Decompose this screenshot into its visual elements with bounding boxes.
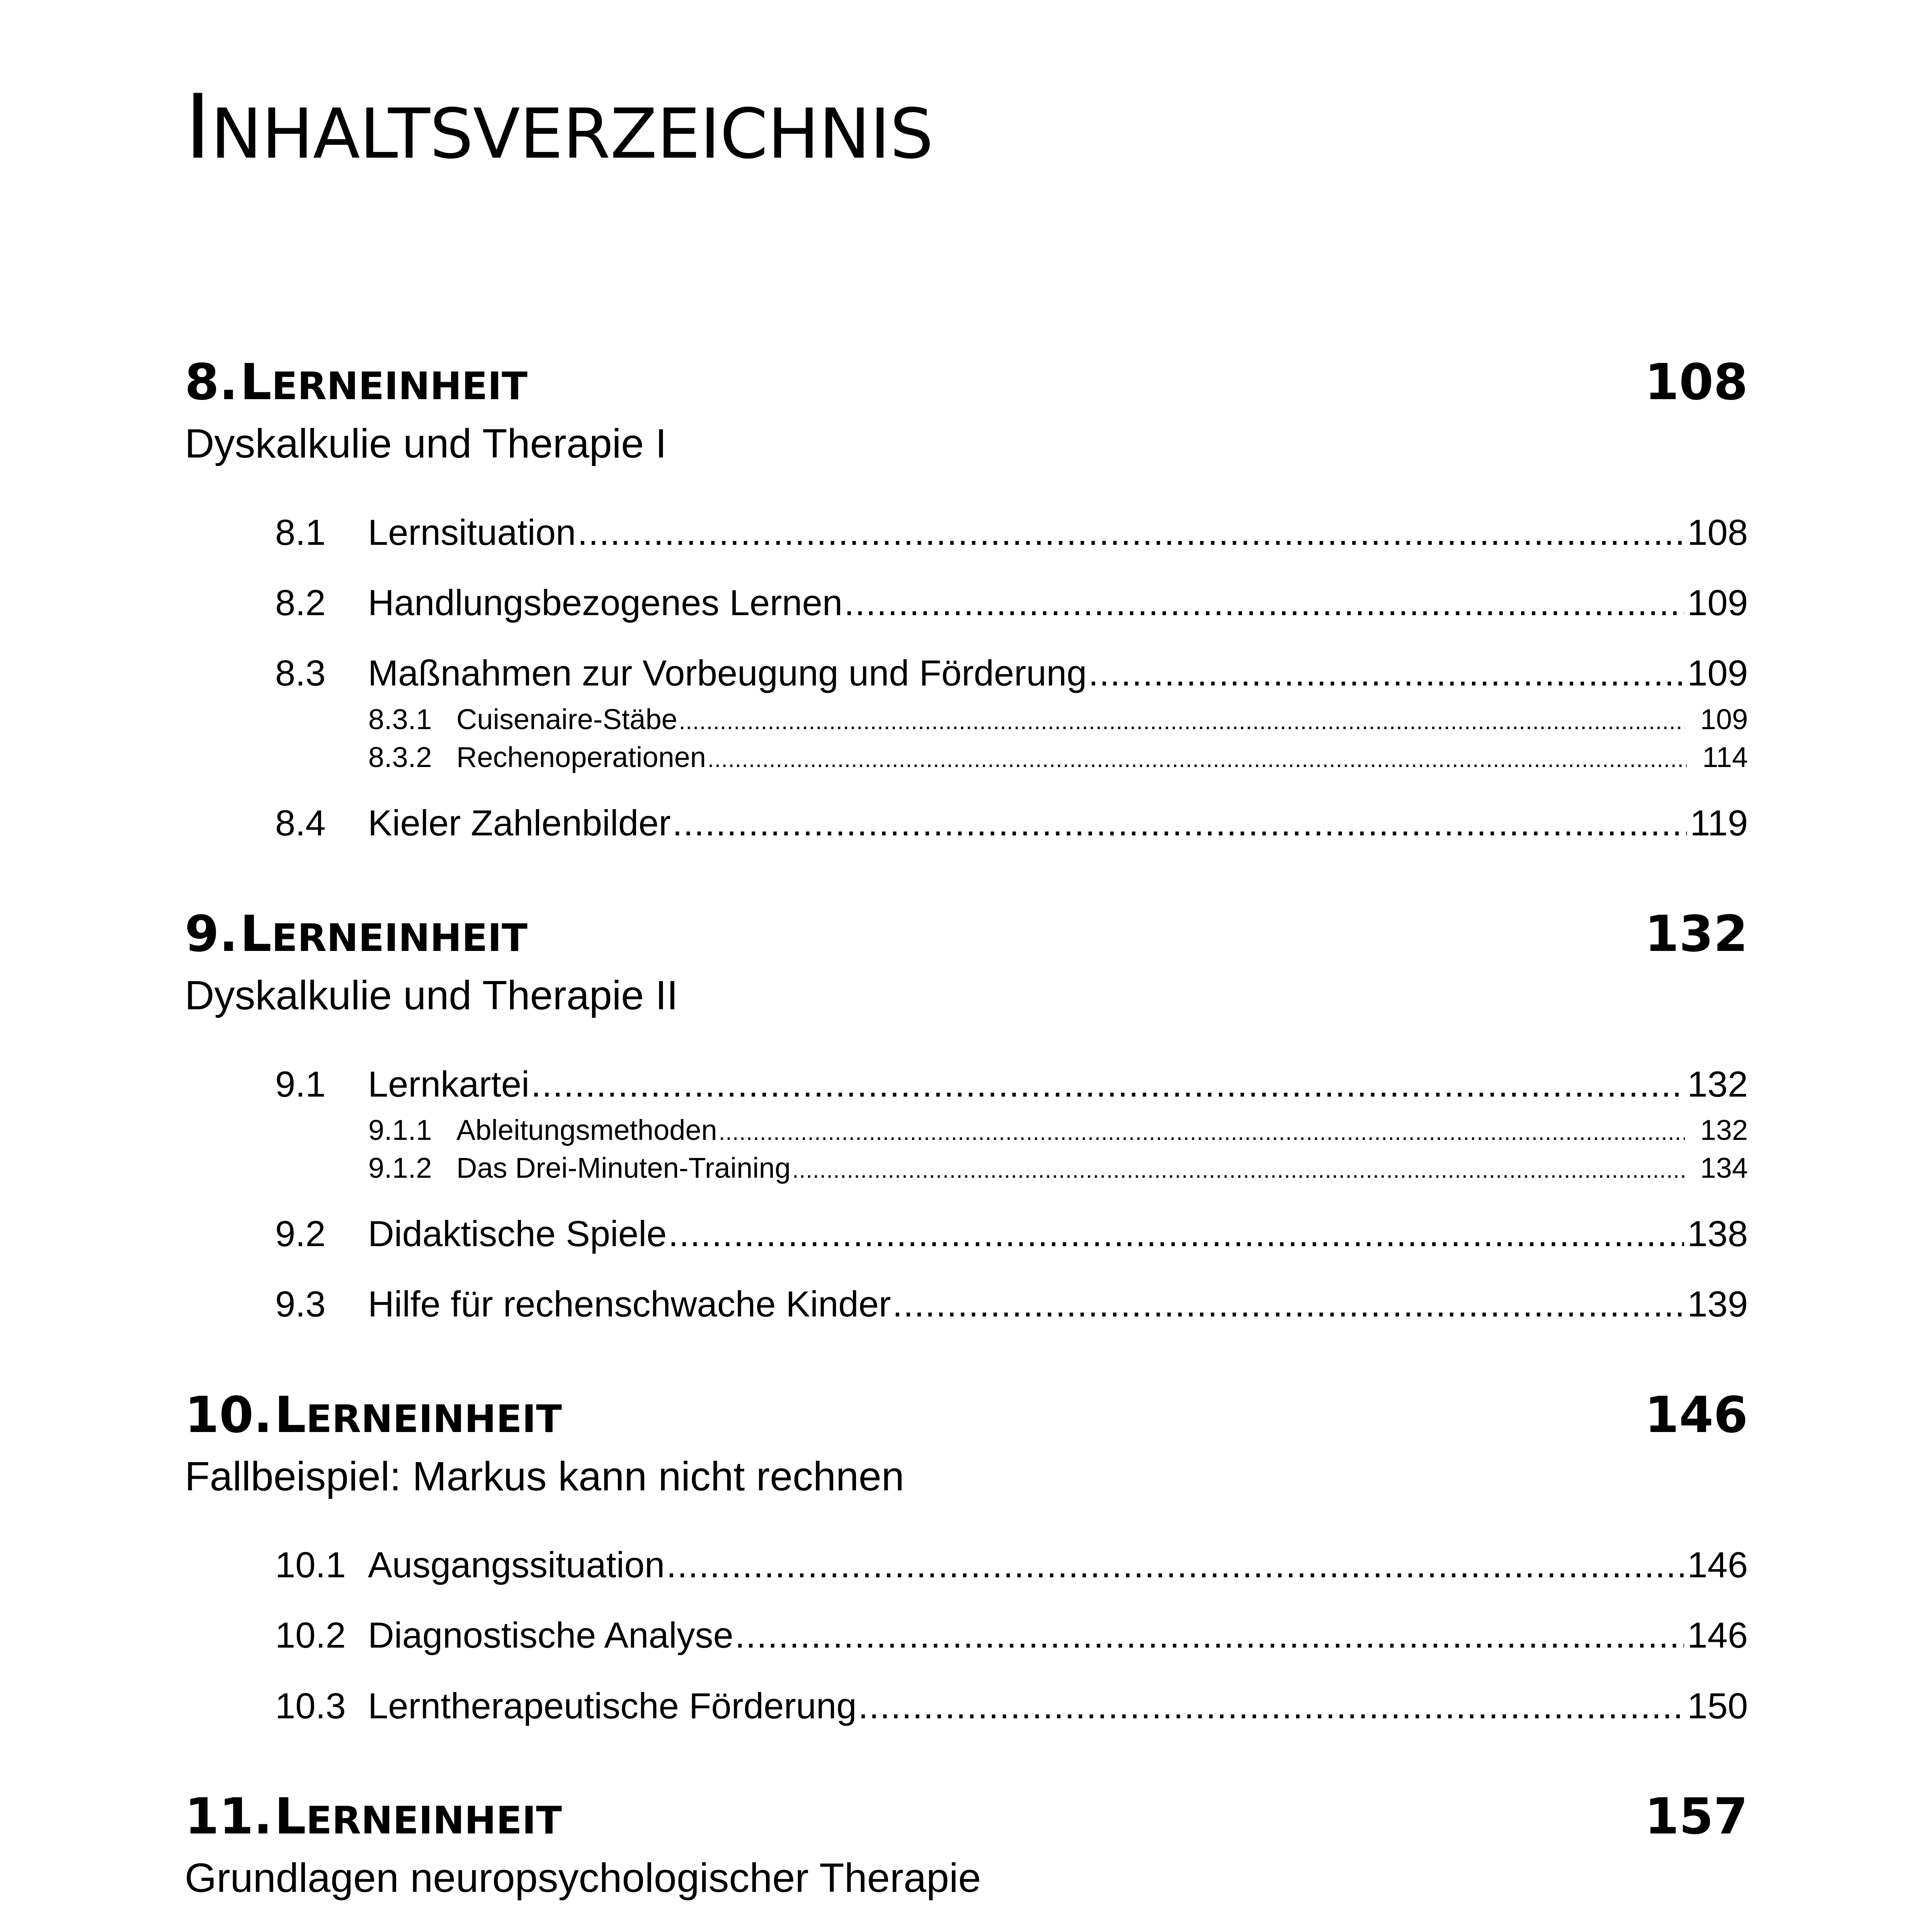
page-title: INHALTSVERZEICHNIS — [185, 76, 933, 179]
section-subtitle: Dyskalkulie und Therapie I — [185, 421, 667, 466]
toc-entry[interactable]: 10.2 Diagnostische Analyse ..... 146 — [275, 1612, 1748, 1658]
section-page-number: 132 — [1644, 905, 1748, 963]
toc-entry[interactable]: 9.2 Didaktische Spiele ..... 138 — [275, 1211, 1748, 1257]
section-subtitle: Grundlagen neuropsychologischer Therapie — [185, 1855, 981, 1901]
toc-entry[interactable]: 8.2 Handlungsbezogenes Lernen ..... 109 — [275, 580, 1748, 626]
toc-entry[interactable]: 10.1 Ausgangssituation ..... 146 — [275, 1542, 1748, 1588]
toc-entry[interactable]: 8.3 Maßnahmen zur Vorbeugung und Förderung ..... 109 — [275, 650, 1748, 696]
toc-entry[interactable]: 8.4 Kieler Zahlenbilder ..... 119 — [275, 800, 1748, 846]
section-heading: 11. LERNEINHEIT 157 Grundlagen neuropsychologischer Therapie — [185, 1784, 1748, 1903]
section-page-number: 146 — [1644, 1386, 1748, 1444]
toc-entry[interactable]: 8.1 Lernsituation ..... 108 — [275, 509, 1748, 556]
toc-subentry[interactable]: 9.1.2 Das Drei-Minuten-Training ..... 134 — [368, 1149, 1748, 1189]
section-subtitle: Dyskalkulie und Therapie II — [185, 973, 678, 1018]
toc-entry[interactable]: 9.3 Hilfe für rechenschwache Kinder ..... 139 — [275, 1281, 1748, 1327]
section-heading: 8. LERNEINHEIT 108 Dyskalkulie und Therapie I — [185, 350, 1748, 469]
toc-entry[interactable]: 10.3 Lerntherapeutische Förderung ..... 150 — [275, 1683, 1748, 1729]
toc-subentry[interactable]: 8.3.2 Rechenoperationen ..... 114 — [368, 738, 1748, 779]
section-page-number: 157 — [1644, 1788, 1748, 1845]
toc-subentry[interactable]: 8.3.1 Cuisenaire-Stäbe ..... 109 — [368, 700, 1748, 741]
section-heading: 9. LERNEINHEIT 132 Dyskalkulie und Therapie II — [185, 901, 1748, 1020]
toc-entry[interactable]: 9.1 Lernkartei ..... 132 — [275, 1061, 1748, 1107]
section-page-number: 108 — [1644, 354, 1748, 411]
toc-subentry[interactable]: 9.1.1 Ableitungsmethoden ..... 132 — [368, 1111, 1748, 1151]
section-subtitle: Fallbeispiel: Markus kann nicht rechnen — [185, 1454, 904, 1499]
section-heading: 10. LERNEINHEIT 146 Fallbeispiel: Markus kann nicht rechnen — [185, 1383, 1748, 1502]
